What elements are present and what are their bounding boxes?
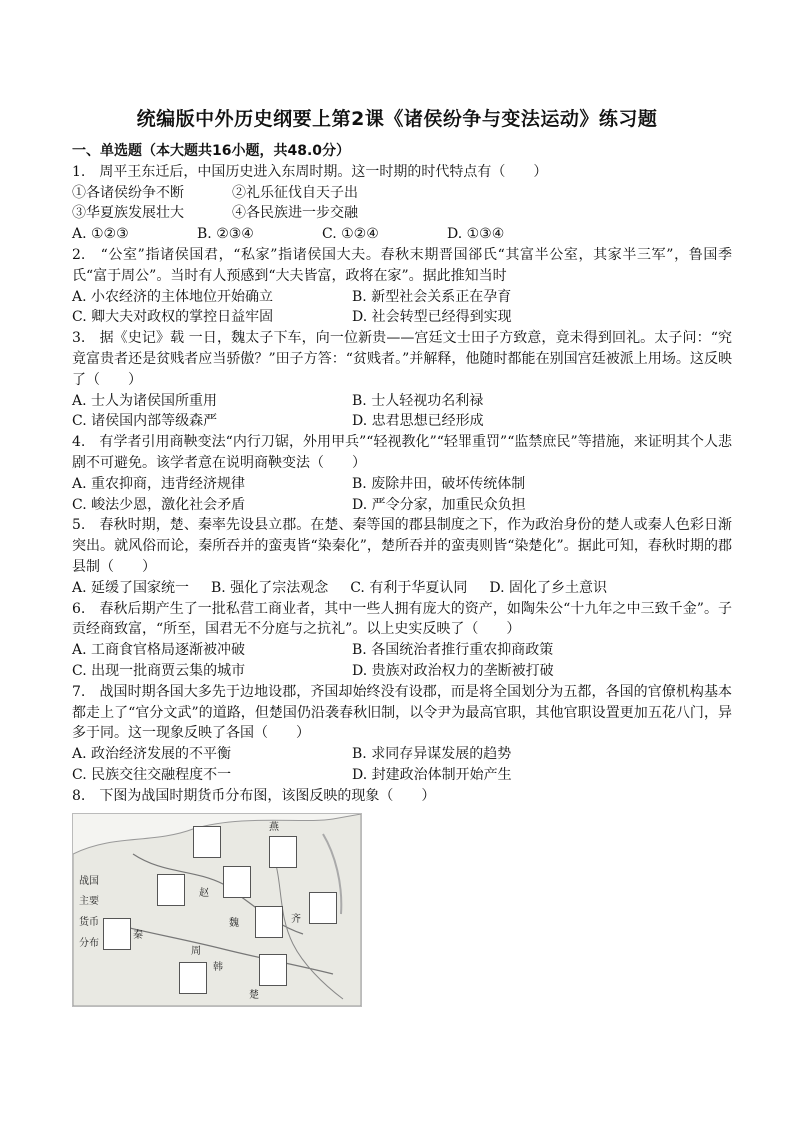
question-stem: 1. 周平王东迁后，中国历史进入东周时期。这一时期的时代特点有（ ） [72, 163, 548, 180]
currency-distribution-map [72, 813, 362, 1007]
option-a[interactable]: A. 延缓了国家统一 [72, 579, 190, 596]
option-b[interactable]: B. 强化了宗法观念 [211, 579, 329, 596]
option-c[interactable]: C. 出现一批商贾云集的城市 [72, 662, 246, 679]
question-list [72, 141, 732, 1007]
question-5 [72, 515, 732, 598]
question-stem: 6. 春秋后期产生了一批私营工商业者，其中一些人拥有庞大的资产，如陶朱公“十九年之中三致千金”。子贡经商致富，“所至，国君无不分庭与之抗礼”。以上史实反映了（ ） [72, 600, 732, 638]
option-d[interactable]: D. 贵族对政治权力的垄断被打破 [352, 662, 554, 679]
option-a[interactable]: A. 小农经济的主体地位开始确立 [72, 288, 274, 305]
option-row [72, 474, 732, 495]
knife-coin-image [193, 826, 221, 858]
option-row [72, 578, 732, 599]
map-label-zhou: 周 [191, 945, 201, 957]
option-c[interactable]: C. 卿大夫对政权的掌控日益牢固 [72, 309, 274, 326]
question-2 [72, 245, 732, 328]
question-stem: 4. 有学者引用商鞅变法“内行刀锯，外用甲兵”“轻视教化”“轻罪重罚”“监禁庶民”等措施，来证明其个人悲剧不可避免。该学者意在说明商鞅变法（ ） [72, 434, 732, 471]
statement-row [72, 183, 732, 204]
knife-coin-image [309, 892, 337, 924]
map-label-qin: 秦 [133, 929, 143, 941]
option-row [72, 307, 732, 328]
option-b[interactable]: B. 新型社会关系正在孕育 [352, 288, 512, 305]
map-label-wei: 魏 [229, 917, 239, 929]
statement-item: ①各诸侯纷争不断 [72, 184, 184, 201]
question-stem: 8. 下图为战国时期货币分布图，该图反映的现象（ ） [72, 787, 436, 804]
option-b[interactable]: B. 求同存异谋发展的趋势 [352, 746, 512, 763]
option-c[interactable]: C. 有利于华夏认同 [350, 579, 468, 596]
spade-coin-image [157, 874, 185, 906]
option-a[interactable]: A. 工商食官格局逐渐被冲破 [72, 642, 246, 659]
question-stem: 7. 战国时期各国大多先于边地设郡，齐国却始终没有设郡，而是将全国划分为五都，各国的官僚机构基本都走上了“官分文武”的道路，但楚国仍沿袭春秋旧制，以令尹为最高官职，其他官职设置更加五花八门，异多于同。这一现象反映了各国（ ） [72, 683, 732, 742]
question-stem: 3. 据《史记》载 一日，魏太子下车，向一位新贵——宫廷文士田子方致意，竟未得到回礼。太子问：“究竟富贵者还是贫贱者应当骄傲？”田子方答：“贫贱者。”并解释，他随时都能在别国宫廷被派上用场。这反映了（ ） [72, 330, 732, 388]
map-label-yan: 燕 [269, 821, 279, 833]
map-label-zhao: 赵 [199, 887, 209, 899]
option-a[interactable]: A. 士人为诸侯国所重用 [72, 392, 218, 409]
option-row [72, 287, 732, 308]
option-a[interactable]: A. ①②③ [72, 226, 129, 243]
option-d[interactable]: D. 封建政治体制开始产生 [352, 766, 512, 783]
option-row [72, 640, 732, 661]
round-coin-image [103, 918, 131, 950]
option-c[interactable]: C. ①②④ [322, 226, 379, 243]
statement-item: ②礼乐征伐自天子出 [232, 184, 358, 201]
question-8 [72, 786, 732, 1007]
option-row [72, 744, 732, 765]
option-row [72, 411, 732, 432]
option-d[interactable]: D. 社会转型已经得到实现 [352, 309, 512, 326]
option-row [72, 495, 732, 516]
option-c[interactable]: C. 诸侯国内部等级森严 [72, 413, 218, 430]
option-b[interactable]: B. 各国统治者推行重农抑商政策 [352, 642, 554, 659]
option-b[interactable]: B. 士人轻视功名利禄 [352, 392, 484, 409]
option-c[interactable]: C. 峻法少恩，激化社会矛盾 [72, 496, 246, 513]
option-d[interactable]: D. 固化了乡土意识 [489, 579, 607, 596]
question-4 [72, 432, 732, 515]
statement-item: ④各民族进一步交融 [232, 205, 358, 222]
question-1 [72, 162, 732, 245]
question-3 [72, 328, 732, 432]
question-6 [72, 599, 732, 682]
question-7 [72, 682, 732, 786]
ant-nose-coin-image [179, 962, 207, 994]
option-row [72, 661, 732, 682]
option-d[interactable]: D. 忠君思想已经形成 [352, 413, 484, 430]
option-c[interactable]: C. 民族交往交融程度不一 [72, 766, 232, 783]
map-label-qi: 齐 [291, 913, 301, 925]
gold-plate-image [259, 954, 287, 986]
question-stem: 2. “公室”指诸侯国君，“私家”指诸侯国大夫。春秋末期晋国郤氏“其富半公室，其家半三军”，鲁国季氏“富于周公”。当时有人预感到“大夫皆富，政将在家”。据此推知当时 [72, 246, 732, 284]
knife-coin-image [269, 836, 297, 868]
statement-row [72, 203, 732, 224]
question-stem: 5. 春秋时期，楚、秦率先设县立郡。在楚、秦等国的郡县制度之下，作为政治身份的楚人或秦人色彩日渐突出。就风俗而论，秦所吞并的蛮夷皆“染秦化”，楚所吞并的蛮夷则皆“染楚化”。据此可知，春秋时期的郡县制（ ） [72, 517, 732, 575]
map-label-chu: 楚 [249, 989, 259, 1001]
page-title: 统编版中外历史纲要上第2课《诸侯纷争与变法运动》练习题 [136, 108, 658, 130]
option-b[interactable]: B. ②③④ [197, 226, 254, 243]
option-row [72, 765, 732, 786]
spade-coin-image [223, 866, 251, 898]
option-a[interactable]: A. 重农抑商，违背经济规律 [72, 475, 246, 492]
spade-coin-image [255, 906, 283, 938]
option-row [72, 391, 732, 412]
option-b[interactable]: B. 废除井田，破坏传统体制 [352, 475, 526, 492]
section-heading: 一、单选题（本大题共16小题，共48.0分） [72, 143, 351, 159]
statement-item: ③华夏族发展壮大 [72, 205, 184, 222]
map-label-han: 韩 [213, 961, 223, 973]
option-d[interactable]: D. ①③④ [447, 226, 505, 243]
map-side-label: 战国 主要 货币 分布 [79, 875, 99, 949]
option-d[interactable]: D. 严令分家，加重民众负担 [352, 496, 526, 513]
option-a[interactable]: A. 政治经济发展的不平衡 [72, 746, 232, 763]
option-row [72, 224, 732, 245]
